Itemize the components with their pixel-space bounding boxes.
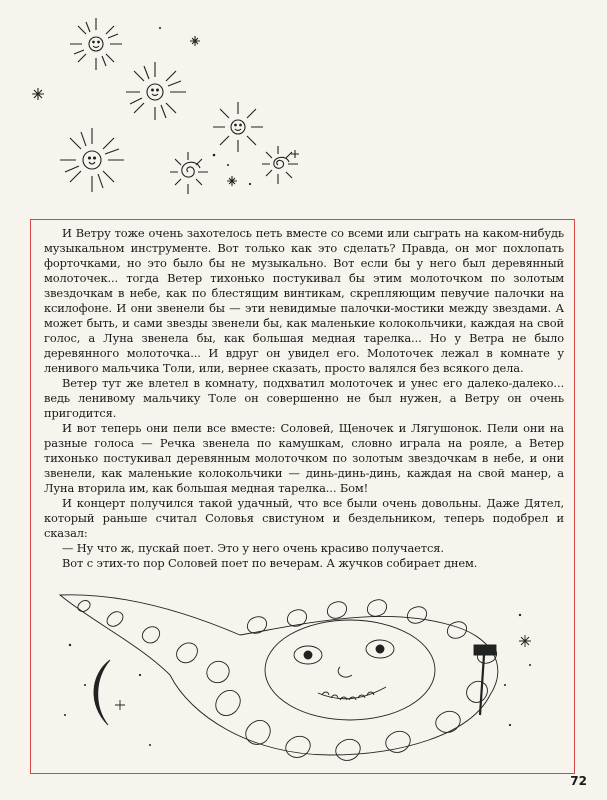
paragraph: Ветер тут же влетел в комнату, подхватил молоточек и унес его далеко-далеко... ведь ленивому мальчику Толе он совершенно не был нужен, а Ветру он очень пригодится. xyxy=(44,376,564,420)
face-icon xyxy=(265,620,435,720)
smiling-star-icon xyxy=(126,62,186,120)
smiling-star-icon xyxy=(70,18,122,70)
spiral-star-icon xyxy=(170,152,208,194)
paragraph: И вот теперь они пели все вместе: Соловей, Щеночек и Лягушонок. Пели они на разные голоса — Речка звенела по камушкам, словно играла на рояле, а Ветер тихонько постукивал деревянным молоточком по золотым звездочкам в небе, и они звенели, как маленькие колокольчики — динь-динь-динь, каждая на свой манер, а Луна вторила им, как большая медная тарелка... Бом! xyxy=(44,421,564,495)
story-text xyxy=(44,226,564,571)
stars-illustration xyxy=(0,0,330,215)
paragraph: И Ветру тоже очень захотелось петь вместе со всеми или сыграть на каком-нибудь музыкальном инструменте. Вот только как это сделать? Правда, он мог похлопать форточками, но это было бы не музыкально. Вот если бы у него был деревянный молоточек... тогда Ветер тихонько постукивал бы этим молоточком по золотым звездочкам в небе, как по блестящим винтикам, скрепляющим певучие палочки на ксилофоне. И они звенели бы — эти невидимые палочки-мостики между звездами. А может быть, и сами звезды звенели бы, как маленькие колокольчики, каждая на свой голос, а Луна звенела бы, как большая медная тарелка... Но у Ветра не было деревянного молоточка... И вдруг он увидел его. Молоточек лежал в комнате у ленивого мальчика Толи, или, вернее сказать, просто валялся без всякого дела. xyxy=(44,226,564,375)
star-icon xyxy=(32,36,299,186)
smiling-star-icon xyxy=(213,102,263,152)
paragraph: Вот с этих-то пор Соловей поет по вечерам. А жучков собирает днем. xyxy=(62,556,478,570)
spiral-star-icon xyxy=(262,146,298,184)
wind-face-illustration xyxy=(50,575,555,765)
wind-cloud-body xyxy=(60,595,498,761)
moon-icon xyxy=(94,660,110,725)
paragraph: И концерт получился такой удачный, что все были очень довольны. Даже Дятел, который раньше считал Соловья свистуном и бездельником, теперь подобрел и сказал: xyxy=(44,496,564,540)
page-number: 72 xyxy=(570,774,587,788)
paragraph: — Ну что ж, пускай поет. Это у него очень красиво получается. xyxy=(62,541,444,555)
smiling-star-icon xyxy=(60,128,124,192)
sparkles xyxy=(64,614,531,746)
